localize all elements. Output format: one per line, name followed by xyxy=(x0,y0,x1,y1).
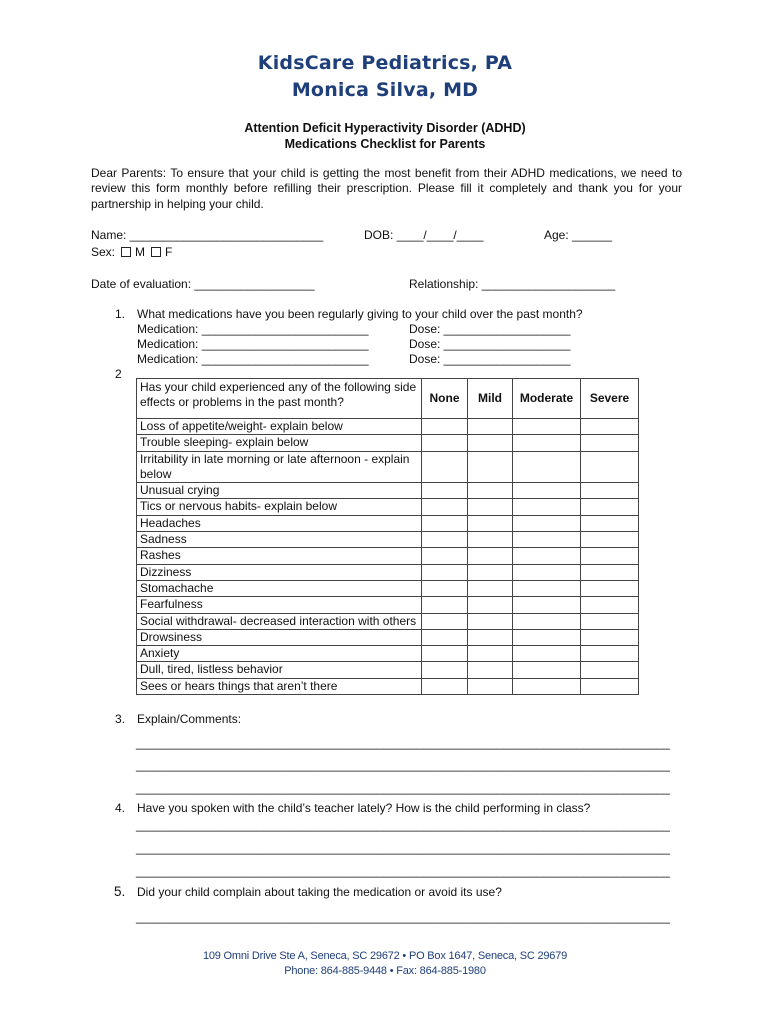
column-moderate: Moderate xyxy=(513,379,581,419)
footer-phone-fax: Phone: 864-885-9448 • Fax: 864-885-1980 xyxy=(284,965,486,977)
comment-line-3[interactable]: ________________________________________________________________________________ xyxy=(136,781,670,795)
q1-number: 1. xyxy=(115,307,126,321)
severity-cell-severe[interactable] xyxy=(581,662,639,678)
column-none: None xyxy=(422,379,468,419)
avoid-line-1[interactable]: ________________________________________________________________________________ xyxy=(136,910,670,924)
q5-number: 5. xyxy=(114,884,126,899)
side-effect-label: Dizziness xyxy=(137,564,422,580)
severity-cell-none[interactable] xyxy=(422,580,468,596)
severity-cell-moderate[interactable] xyxy=(513,646,581,662)
severity-cell-severe[interactable] xyxy=(581,532,639,548)
severity-cell-none[interactable] xyxy=(422,515,468,531)
severity-cell-severe[interactable] xyxy=(581,499,639,515)
medication-field-2[interactable]: Medication: _________________________ xyxy=(137,337,369,351)
dob-field[interactable]: DOB: ____/____/____ xyxy=(364,228,484,242)
table-row xyxy=(137,548,639,564)
doctor-name: Monica Silva, MD xyxy=(291,79,479,101)
side-effect-label: Drowsiness xyxy=(137,629,422,645)
severity-cell-none[interactable] xyxy=(422,597,468,613)
severity-cell-none[interactable] xyxy=(422,629,468,645)
side-effect-label: Trouble sleeping- explain below xyxy=(137,435,422,451)
severity-cell-moderate[interactable] xyxy=(513,678,581,694)
severity-cell-none[interactable] xyxy=(422,646,468,662)
column-mild: Mild xyxy=(468,379,513,419)
q1-text: What medications have you been regularly giving to your child over the past month? xyxy=(137,307,583,321)
severity-cell-mild[interactable] xyxy=(468,564,513,580)
column-severe: Severe xyxy=(581,379,639,419)
severity-cell-mild[interactable] xyxy=(468,532,513,548)
severity-cell-severe[interactable] xyxy=(581,646,639,662)
comment-line-1[interactable]: ________________________________________________________________________________ xyxy=(136,736,670,750)
table-row xyxy=(137,646,639,662)
severity-cell-mild[interactable] xyxy=(468,419,513,435)
severity-cell-moderate[interactable] xyxy=(513,435,581,451)
teacher-line-3[interactable]: ________________________________________________________________________________ xyxy=(136,864,670,878)
table-row xyxy=(137,662,639,678)
severity-cell-mild[interactable] xyxy=(468,483,513,499)
severity-cell-none[interactable] xyxy=(422,613,468,629)
severity-cell-severe[interactable] xyxy=(581,419,639,435)
severity-cell-moderate[interactable] xyxy=(513,483,581,499)
side-effect-label: Sadness xyxy=(137,532,422,548)
severity-cell-none[interactable] xyxy=(422,678,468,694)
severity-cell-severe[interactable] xyxy=(581,597,639,613)
severity-cell-mild[interactable] xyxy=(468,613,513,629)
q2-number: 2 xyxy=(115,367,122,381)
table-row xyxy=(137,597,639,613)
side-effect-label: Fearfulness xyxy=(137,597,422,613)
side-effect-label: Tics or nervous habits- explain below xyxy=(137,499,422,515)
severity-cell-mild[interactable] xyxy=(468,435,513,451)
side-effect-label: Sees or hears things that aren’t there xyxy=(137,678,422,694)
form-subtitle: Medications Checklist for Parents xyxy=(284,137,486,151)
severity-cell-moderate[interactable] xyxy=(513,548,581,564)
intro-paragraph: Dear Parents: To ensure that your child is getting the most benefit from their ADHD medications, we need to review this form monthly before refilling their prescription. Please fill it completely and thank you for your partnership in helping your child. xyxy=(91,166,682,211)
side-effect-label: Stomachache xyxy=(137,580,422,596)
dose-field-3[interactable]: Dose: ___________________ xyxy=(409,352,571,366)
severity-cell-moderate[interactable] xyxy=(513,597,581,613)
sex-f-label: F xyxy=(165,245,173,259)
severity-cell-moderate[interactable] xyxy=(513,613,581,629)
severity-cell-moderate[interactable] xyxy=(513,580,581,596)
q3-text: Explain/Comments: xyxy=(137,712,242,726)
severity-cell-moderate[interactable] xyxy=(513,532,581,548)
side-effect-label: Loss of appetite/weight- explain below xyxy=(137,419,422,435)
severity-cell-mild[interactable] xyxy=(468,597,513,613)
severity-cell-severe[interactable] xyxy=(581,515,639,531)
severity-cell-mild[interactable] xyxy=(468,678,513,694)
q4-text: Have you spoken with the child’s teacher lately? How is the child performing in class? xyxy=(137,801,591,815)
severity-cell-moderate[interactable] xyxy=(513,419,581,435)
severity-cell-severe[interactable] xyxy=(581,435,639,451)
severity-cell-mild[interactable] xyxy=(468,515,513,531)
side-effect-label: Social withdrawal- decreased interaction with others xyxy=(137,613,422,629)
q5-text: Did your child complain about taking the medication or avoid its use? xyxy=(137,885,502,899)
teacher-line-1[interactable]: ________________________________________________________________________________ xyxy=(136,818,670,832)
table-row xyxy=(137,580,639,596)
table-row xyxy=(137,564,639,580)
side-effects-table xyxy=(136,378,639,695)
severity-cell-none[interactable] xyxy=(422,532,468,548)
table-row xyxy=(137,613,639,629)
severity-cell-moderate[interactable] xyxy=(513,662,581,678)
q4-number: 4. xyxy=(115,801,126,815)
medication-field-3[interactable]: Medication: _________________________ xyxy=(137,352,369,366)
name-field[interactable]: Name: _____________________________ xyxy=(91,228,324,242)
clinic-name: KidsCare Pediatrics, PA xyxy=(257,52,513,74)
table-row xyxy=(137,451,639,483)
q3-number: 3. xyxy=(115,712,126,726)
medication-field-1[interactable]: Medication: _________________________ xyxy=(137,322,369,336)
table-row xyxy=(137,483,639,499)
severity-cell-none[interactable] xyxy=(422,548,468,564)
dose-field-1[interactable]: Dose: ___________________ xyxy=(409,322,571,336)
side-effect-label: Unusual crying xyxy=(137,483,422,499)
severity-cell-mild[interactable] xyxy=(468,499,513,515)
footer-address: 109 Omni Drive Ste A, Seneca, SC 29672 • PO Box 1647, Seneca, SC 29679 xyxy=(202,950,568,962)
table-row xyxy=(137,419,639,435)
table-row xyxy=(137,678,639,694)
severity-cell-none[interactable] xyxy=(422,451,468,483)
severity-cell-severe[interactable] xyxy=(581,580,639,596)
severity-cell-none[interactable] xyxy=(422,662,468,678)
severity-cell-severe[interactable] xyxy=(581,451,639,483)
dose-field-2[interactable]: Dose: ___________________ xyxy=(409,337,571,351)
table-header-row xyxy=(137,379,639,419)
table-row xyxy=(137,629,639,645)
table-row xyxy=(137,499,639,515)
severity-cell-mild[interactable] xyxy=(468,662,513,678)
side-effect-label: Headaches xyxy=(137,515,422,531)
severity-cell-none[interactable] xyxy=(422,564,468,580)
severity-cell-severe[interactable] xyxy=(581,483,639,499)
severity-cell-none[interactable] xyxy=(422,419,468,435)
side-effect-label: Irritability in late morning or late afternoon - explain below xyxy=(137,451,422,483)
q2-question: Has your child experienced any of the following side effects or problems in the past month? xyxy=(137,379,422,419)
side-effect-label: Anxiety xyxy=(137,646,422,662)
sex-m-checkbox[interactable] xyxy=(121,247,131,257)
table-row xyxy=(137,515,639,531)
severity-cell-none[interactable] xyxy=(422,499,468,515)
severity-cell-none[interactable] xyxy=(422,483,468,499)
sex-m-label: M xyxy=(135,245,146,259)
severity-cell-moderate[interactable] xyxy=(513,499,581,515)
age-field[interactable]: Age: ______ xyxy=(544,228,613,242)
severity-cell-mild[interactable] xyxy=(468,629,513,645)
teacher-line-2[interactable]: ________________________________________________________________________________ xyxy=(136,841,670,855)
relationship-field[interactable]: Relationship: ____________________ xyxy=(409,277,616,291)
severity-cell-severe[interactable] xyxy=(581,564,639,580)
severity-cell-moderate[interactable] xyxy=(513,629,581,645)
form-title: Attention Deficit Hyperactivity Disorder (ADHD) xyxy=(244,121,526,135)
comment-line-2[interactable]: ________________________________________________________________________________ xyxy=(136,758,670,772)
severity-cell-severe[interactable] xyxy=(581,548,639,564)
severity-cell-severe[interactable] xyxy=(581,678,639,694)
sex-field xyxy=(91,245,172,259)
table-row xyxy=(137,532,639,548)
sex-label: Sex: xyxy=(91,245,116,259)
severity-cell-severe[interactable] xyxy=(581,629,639,645)
date-of-evaluation-field[interactable]: Date of evaluation: __________________ xyxy=(91,277,315,291)
severity-cell-mild[interactable] xyxy=(468,646,513,662)
severity-cell-none[interactable] xyxy=(422,435,468,451)
severity-cell-mild[interactable] xyxy=(468,451,513,483)
side-effect-label: Rashes xyxy=(137,548,422,564)
severity-cell-moderate[interactable] xyxy=(513,564,581,580)
severity-cell-mild[interactable] xyxy=(468,548,513,564)
severity-cell-moderate[interactable] xyxy=(513,451,581,483)
severity-cell-severe[interactable] xyxy=(581,613,639,629)
sex-f-checkbox[interactable] xyxy=(151,247,161,257)
side-effect-label: Dull, tired, listless behavior xyxy=(137,662,422,678)
severity-cell-mild[interactable] xyxy=(468,580,513,596)
table-row xyxy=(137,435,639,451)
severity-cell-moderate[interactable] xyxy=(513,515,581,531)
